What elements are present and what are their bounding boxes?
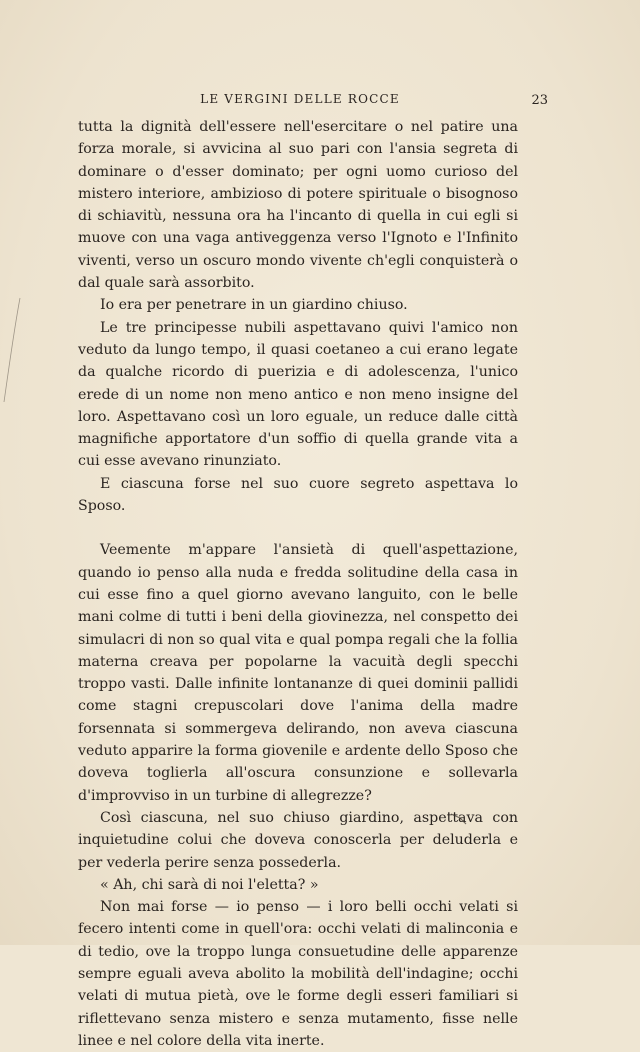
paragraph: E ciascuna forse nel suo cuore segreto aspettava lo Sposo.: [78, 475, 518, 515]
paragraph: Così ciascuna, nel suo chiuso giardino, aspettava con inquietudine colui che doveva conoscerla per deluderla e per vederla perire senza possederla.: [78, 809, 518, 871]
page-header: [0, 92, 640, 112]
running-title: LE VERGINI DELLE ROCCE: [200, 92, 400, 106]
paragraph: Io era per penetrare in un giardino chiuso.: [100, 297, 408, 314]
body-text: [78, 116, 518, 1052]
quoted-line: « Ah, chi sarà di noi l'eletta? »: [100, 876, 319, 893]
page-number: 23: [531, 93, 548, 108]
paragraph: Non mai forse — io penso — i loro belli occhi velati si fecero intenti come in quell'ora: occhi velati di malinconia e di tedio, ove la troppo lunga consuetudine delle apparenze sempre eguali aveva abolito la mobilità dell'indagine; occhi velati di mutua pietà, ove le forme degli esseri familiari si riflettevano senza mistero e senza mutamento, fisse nelle linee e nel colore della vita inerte.: [78, 899, 518, 1049]
paragraph: Le tre principesse nubili aspettavano quivi l'amico non veduto da lungo tempo, il quasi coetaneo a cui erano legate da qualche ricordo di puerizia e di adolescenza, l'unico erede di un nome non meno antico e non meno insigne del loro. Aspettavano così un loro eguale, un reduce dalle città magnifiche apportatore d'un soffio di quella grande vita a cui esse avevano rinunziato.: [78, 319, 518, 470]
margin-pencil-mark: [0, 290, 24, 410]
section-break: [78, 517, 518, 539]
paragraph: tutta la dignità dell'essere nell'esercitare o nel patire una forza morale, si avvicina al suo pari con l'ansia segreta di dominare o d'esser dominato; per ogni uomo curioso del mistero interiore, ambizioso di potere spirituale o bisognoso di schiavitù, nessuna ora ha l'incanto di quella in cui egli si muove con una vaga antiveggenza verso l'Ignoto e l'Infinito viventi, verso un oscuro mondo vivente ch'egli conquisterà o dal quale sarà assorbito.: [78, 119, 518, 292]
stray-ink-mark: [450, 812, 470, 826]
paragraph: Veemente m'appare l'ansietà di quell'aspettazione, quando io penso alla nuda e fredda solitudine della casa in cui esse fino a quel giorno avevano languito, con le belle mani colme di tutti i beni della giovinezza, nel conspetto dei simulacri di non so qual vita e qual pompa regali che la follia materna creava per popolarne la vacuità degli specchi troppo vasti. Dalle infinite lontananze di quei dominii pallidi come stagni crepuscolari dove l'anima della madre forsennata si sommergeva delirando, non aveva ciascuna veduto apparire la forma giovenile e ardente dello Sposo che doveva toglierla all'oscura consunzione e sollevarla d'improvviso in un turbine di allegrezze?: [78, 542, 518, 804]
